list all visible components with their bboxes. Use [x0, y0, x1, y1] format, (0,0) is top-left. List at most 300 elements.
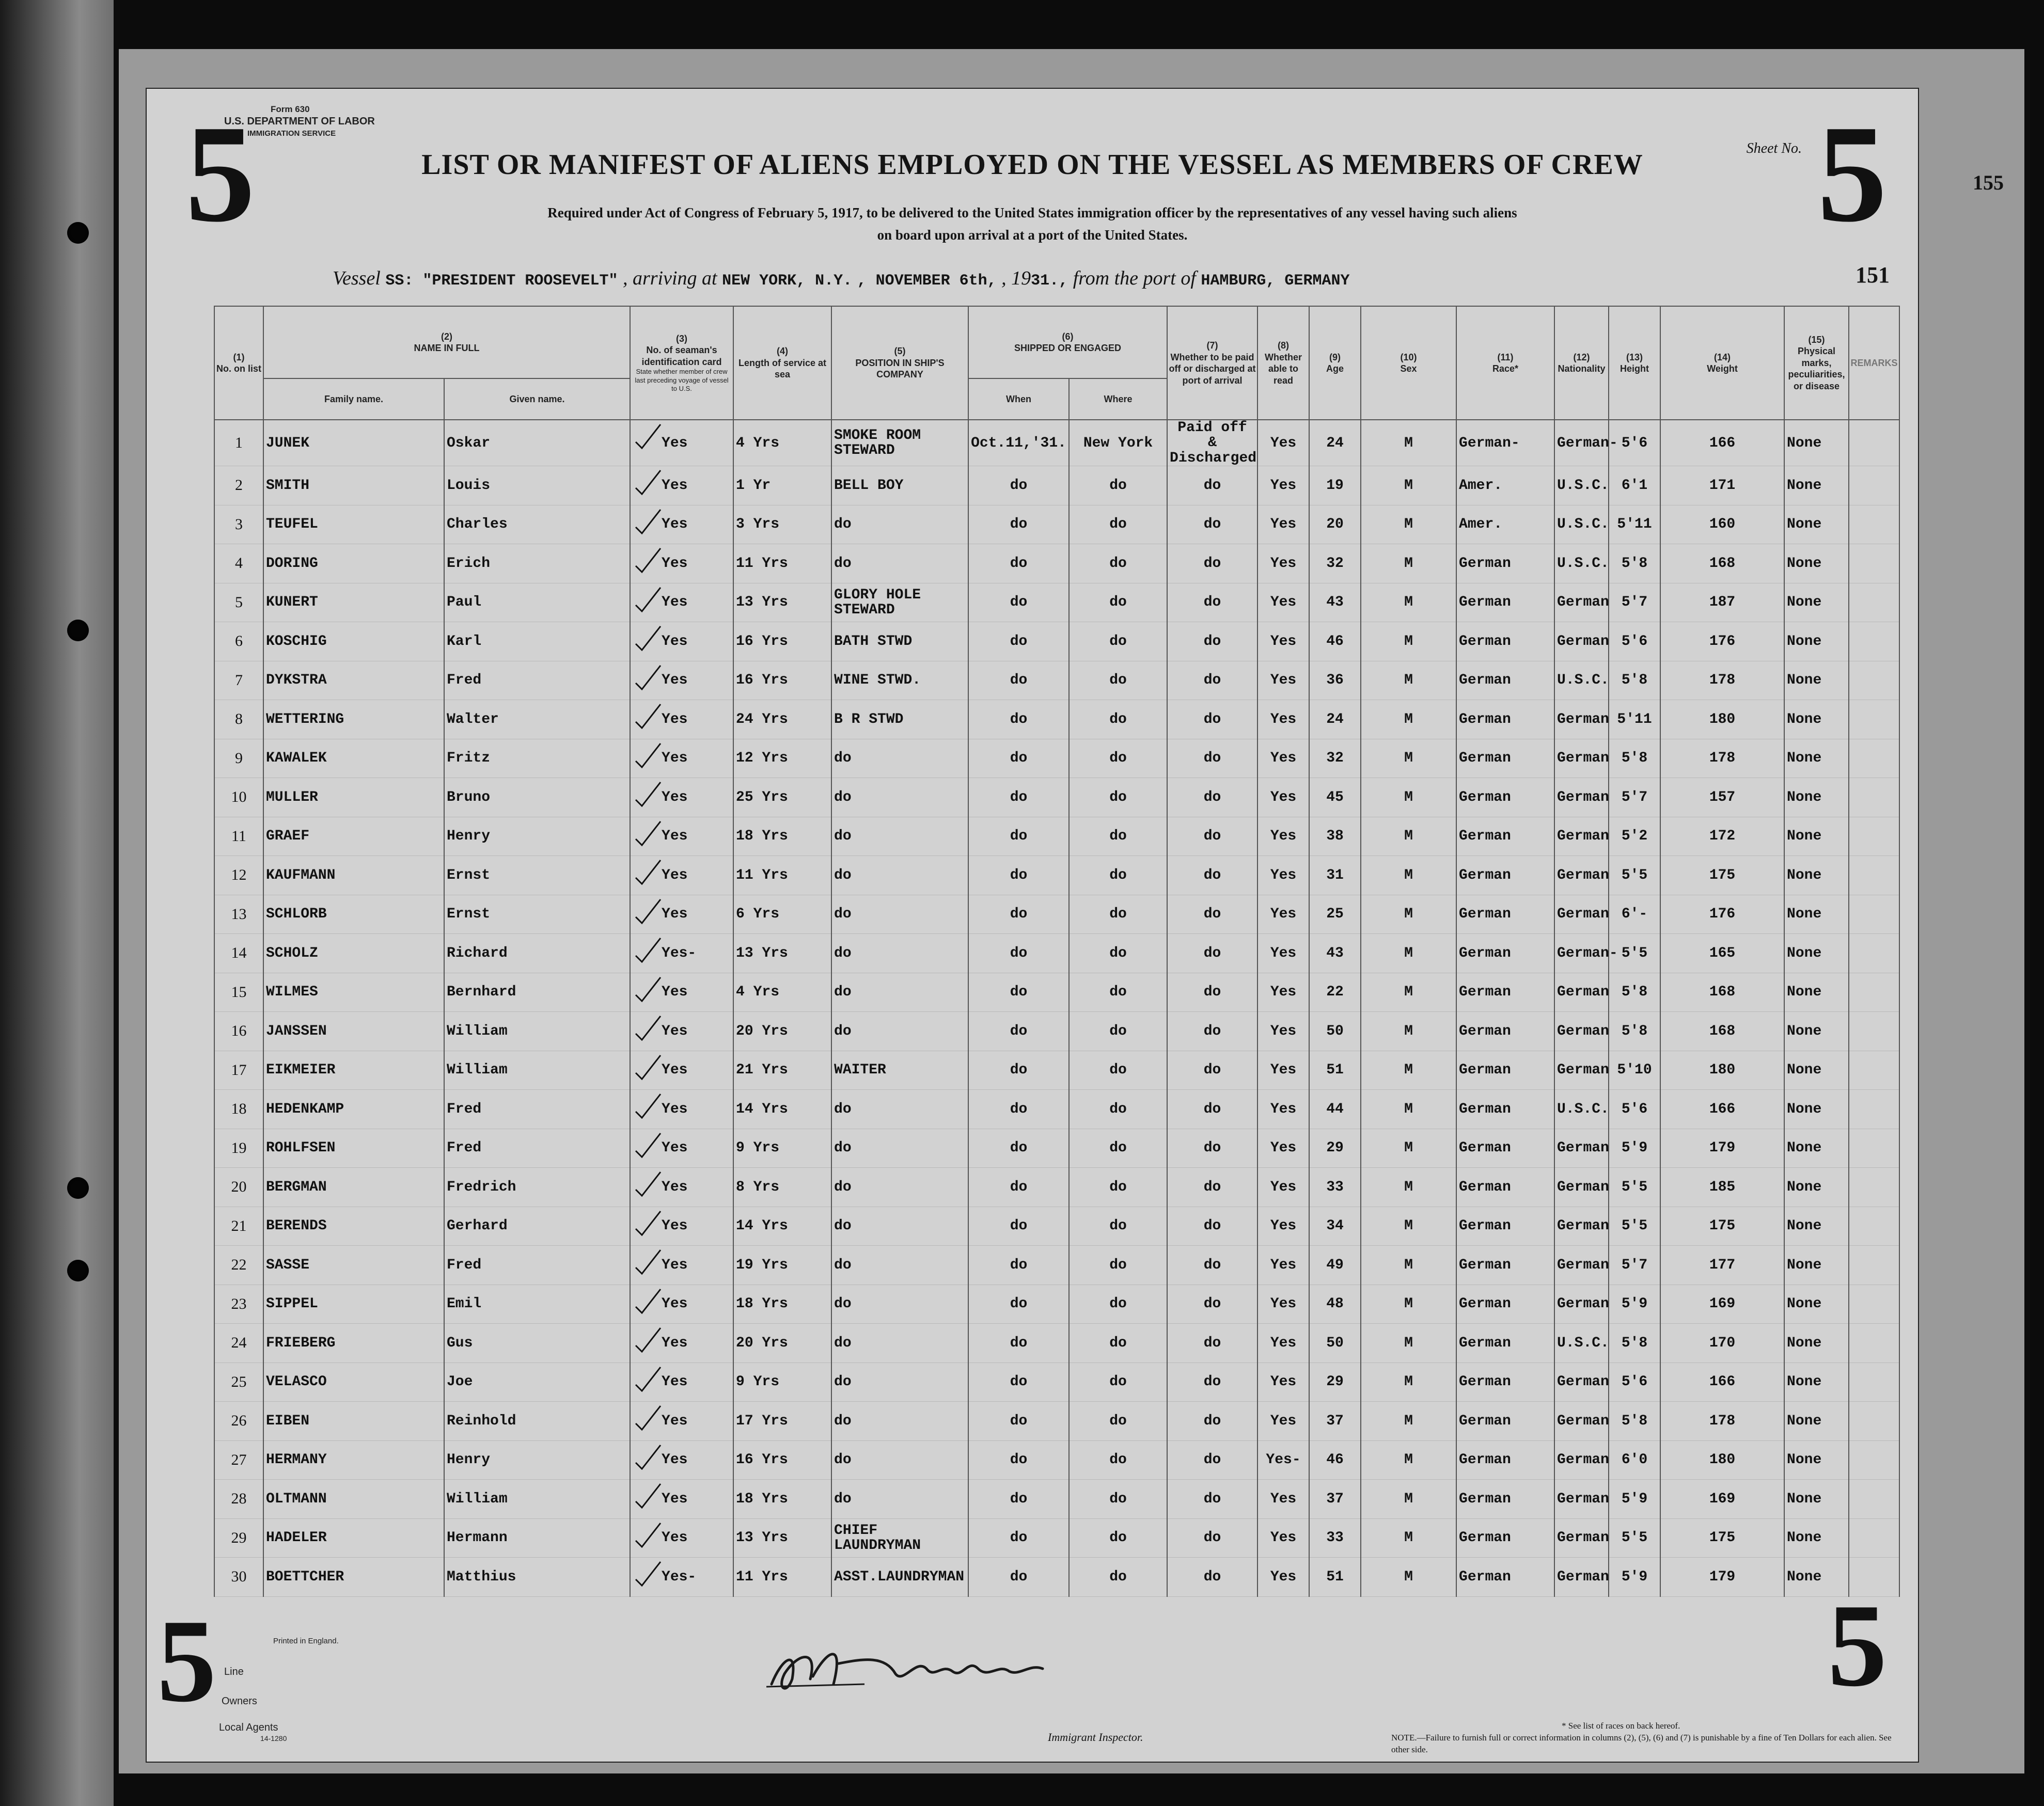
- age: 48: [1326, 1296, 1344, 1312]
- position: do: [834, 516, 852, 533]
- col-card-label: No. of seaman's identification card: [641, 345, 722, 367]
- shipped-where: do: [1109, 1179, 1127, 1195]
- nationality-cell: [1554, 1246, 1609, 1285]
- nationality: German: [1557, 1023, 1609, 1039]
- shipped-when: do: [1010, 1530, 1028, 1546]
- nationality: German: [1557, 711, 1609, 727]
- given-name: William: [447, 1491, 508, 1507]
- given-name-cell: [444, 1558, 630, 1597]
- service-length: 19 Yrs: [736, 1257, 788, 1273]
- race: German: [1459, 906, 1511, 923]
- weight: 169: [1709, 1491, 1736, 1507]
- sex: M: [1404, 750, 1413, 767]
- table-row: [214, 778, 1899, 817]
- race: German: [1459, 1530, 1511, 1546]
- given-name-cell: [444, 895, 630, 934]
- shipped-where-cell: [1069, 1129, 1167, 1168]
- shipped-where: do: [1109, 711, 1127, 727]
- race-cell: [1456, 1558, 1554, 1597]
- shipped-when-cell: [968, 700, 1069, 739]
- footer-sheet-number-left: 5: [157, 1595, 216, 1726]
- check-mark-icon: [633, 1403, 664, 1434]
- nationality: U.S.C.: [1557, 1101, 1609, 1117]
- card-status: Yes: [662, 906, 688, 923]
- able-to-read-cell: [1257, 895, 1309, 934]
- weight-cell: [1660, 778, 1784, 817]
- weight-cell: [1660, 934, 1784, 973]
- weight: 179: [1709, 1569, 1736, 1585]
- given-name: Fred: [447, 672, 482, 689]
- able-to-read: Yes: [1270, 516, 1297, 533]
- family-name: EIKMEIER: [266, 1062, 336, 1079]
- nationality-cell: [1554, 1051, 1609, 1090]
- family-name-cell: [263, 778, 444, 817]
- paid-off: do: [1203, 594, 1221, 611]
- table-row: [214, 895, 1899, 934]
- weight: 165: [1709, 945, 1736, 961]
- sex: M: [1404, 633, 1413, 649]
- card-status: Yes: [662, 1491, 688, 1507]
- shipped-when: do: [1010, 1335, 1028, 1351]
- remarks-cell: [1849, 622, 1899, 661]
- physical-marks-cell: [1784, 1480, 1849, 1519]
- race: Amer.: [1459, 516, 1503, 533]
- family-name: BERGMAN: [266, 1179, 327, 1195]
- sex-cell: [1361, 661, 1456, 700]
- service-length: 1 Yr: [736, 477, 771, 494]
- weight-cell: [1660, 1480, 1784, 1519]
- shipped-when-cell: [968, 778, 1069, 817]
- card-status-cell: [630, 661, 733, 700]
- from-label: from the port of: [1073, 267, 1196, 289]
- race: German: [1459, 750, 1511, 767]
- row-number-cell: [214, 1129, 263, 1168]
- nationality-cell: [1554, 817, 1609, 856]
- row-number: 25: [231, 1373, 247, 1390]
- check-mark-icon: [633, 545, 664, 576]
- height: 6'0: [1621, 1452, 1648, 1468]
- age: 36: [1326, 672, 1344, 689]
- given-name: Reinhold: [447, 1413, 516, 1429]
- given-name: Richard: [447, 945, 508, 961]
- shipped-where: do: [1109, 1452, 1127, 1468]
- shipped-when: do: [1010, 1062, 1028, 1079]
- height-cell: [1609, 739, 1660, 778]
- service-length-cell: [733, 1129, 831, 1168]
- shipped-where: do: [1109, 555, 1127, 572]
- able-to-read: Yes: [1270, 1374, 1297, 1390]
- position-cell: [831, 1246, 968, 1285]
- given-name-cell: [444, 622, 630, 661]
- sex-cell: [1361, 1363, 1456, 1402]
- nationality: German: [1557, 1296, 1609, 1312]
- age: 24: [1326, 435, 1344, 451]
- card-status-cell: [630, 466, 733, 505]
- physical-marks: None: [1787, 1023, 1822, 1039]
- remarks-cell: [1849, 934, 1899, 973]
- paid-off-cell: [1167, 817, 1257, 856]
- remarks-cell: [1849, 1324, 1899, 1363]
- age-cell: [1309, 1402, 1361, 1441]
- inspector-label: Immigrant Inspector.: [1048, 1731, 1143, 1744]
- position-cell: [831, 1285, 968, 1324]
- table-row: [214, 466, 1899, 505]
- shipped-when: do: [1010, 1257, 1028, 1273]
- weight: 168: [1709, 555, 1736, 572]
- shipped-where-cell: [1069, 1363, 1167, 1402]
- check-mark-icon: [633, 1169, 664, 1200]
- card-status: Yes: [662, 1452, 688, 1468]
- col-no: [214, 306, 263, 420]
- race-cell: [1456, 1363, 1554, 1402]
- service-length: 16 Yrs: [736, 1452, 788, 1468]
- row-number-cell: [214, 622, 263, 661]
- physical-marks-cell: [1784, 505, 1849, 544]
- able-to-read-cell: [1257, 856, 1309, 895]
- race: German: [1459, 672, 1511, 689]
- given-name: Louis: [447, 477, 491, 494]
- remarks-cell: [1849, 466, 1899, 505]
- given-name: Charles: [447, 516, 508, 533]
- height: 6'-: [1621, 906, 1648, 923]
- able-to-read-cell: [1257, 1402, 1309, 1441]
- nationality-cell: [1554, 1440, 1609, 1480]
- position-cell: [831, 1402, 968, 1441]
- check-mark-icon: [633, 1052, 664, 1083]
- age-cell: [1309, 817, 1361, 856]
- row-number: 21: [231, 1217, 247, 1234]
- family-name-cell: [263, 1558, 444, 1597]
- able-to-read-cell: [1257, 1558, 1309, 1597]
- position-cell: [831, 583, 968, 622]
- shipped-where: do: [1109, 672, 1127, 689]
- family-name-cell: [263, 1440, 444, 1480]
- check-mark-icon: [633, 701, 664, 732]
- card-status: Yes: [662, 516, 688, 533]
- nationality-cell: [1554, 778, 1609, 817]
- height: 6'1: [1621, 477, 1648, 494]
- able-to-read: Yes: [1270, 594, 1297, 611]
- row-number: 26: [231, 1412, 247, 1430]
- height: 5'11: [1617, 711, 1652, 727]
- service-length: 11 Yrs: [736, 555, 788, 572]
- height-cell: [1609, 1480, 1660, 1519]
- nationality-cell: [1554, 505, 1609, 544]
- row-number-cell: [214, 1480, 263, 1519]
- shipped-when-cell: [968, 661, 1069, 700]
- shipped-when: do: [1010, 750, 1028, 767]
- owners-label: Owners: [222, 1696, 257, 1707]
- given-name-cell: [444, 1363, 630, 1402]
- remarks-cell: [1849, 739, 1899, 778]
- remarks-cell: [1849, 1129, 1899, 1168]
- shipped-when-cell: [968, 1168, 1069, 1207]
- family-name-cell: [263, 934, 444, 973]
- nationality-cell: [1554, 1558, 1609, 1597]
- weight-cell: [1660, 700, 1784, 739]
- service-length: 18 Yrs: [736, 1491, 788, 1507]
- nationality-cell: [1554, 622, 1609, 661]
- race-cell: [1456, 973, 1554, 1012]
- physical-marks-cell: [1784, 1518, 1849, 1558]
- physical-marks: None: [1787, 672, 1822, 689]
- position-cell: [831, 661, 968, 700]
- shipped-when: do: [1010, 1140, 1028, 1157]
- physical-marks: None: [1787, 1257, 1822, 1273]
- physical-marks-cell: [1784, 1207, 1849, 1246]
- paid-off: Paid off & Discharged: [1170, 420, 1257, 466]
- weight: 166: [1709, 435, 1736, 451]
- given-name-cell: [444, 661, 630, 700]
- sex: M: [1404, 906, 1413, 923]
- age: 37: [1326, 1491, 1344, 1507]
- weight: 187: [1709, 594, 1736, 611]
- row-number: 18: [231, 1100, 247, 1118]
- age-cell: [1309, 973, 1361, 1012]
- col-position-num: (5): [894, 346, 906, 357]
- shipped-where: do: [1109, 1257, 1127, 1273]
- age: 24: [1326, 711, 1344, 727]
- family-name: JUNEK: [266, 435, 310, 451]
- col-position: [831, 306, 968, 420]
- row-number-cell: [214, 934, 263, 973]
- able-to-read-cell: [1257, 1324, 1309, 1363]
- row-number: 10: [231, 788, 247, 806]
- physical-marks: None: [1787, 516, 1822, 533]
- card-status-cell: [630, 1207, 733, 1246]
- race: German: [1459, 594, 1511, 611]
- table-row: [214, 661, 1899, 700]
- shipped-when: do: [1010, 1413, 1028, 1429]
- check-mark-icon: [633, 1130, 664, 1161]
- nationality-cell: [1554, 1363, 1609, 1402]
- service-length-cell: [733, 1324, 831, 1363]
- card-status-cell: [630, 1168, 733, 1207]
- given-name: Fred: [447, 1101, 482, 1117]
- sex-cell: [1361, 1440, 1456, 1480]
- position-cell: [831, 1051, 968, 1090]
- card-status: Yes: [662, 633, 688, 649]
- position: WAITER: [834, 1062, 886, 1079]
- form-number: Form 630: [271, 104, 310, 114]
- age-cell: [1309, 934, 1361, 973]
- service-length: 16 Yrs: [736, 672, 788, 689]
- page-title: LIST OR MANIFEST OF ALIENS EMPLOYED ON THE VESSEL AS MEMBERS OF CREW: [421, 149, 1643, 181]
- shipped-when-cell: [968, 622, 1069, 661]
- weight-cell: [1660, 420, 1784, 466]
- shipped-when-cell: [968, 1207, 1069, 1246]
- position-cell: [831, 817, 968, 856]
- remarks-cell: [1849, 700, 1899, 739]
- row-number-cell: [214, 1207, 263, 1246]
- service-length: 9 Yrs: [736, 1140, 780, 1157]
- family-name-cell: [263, 420, 444, 466]
- shipped-when-cell: [968, 895, 1069, 934]
- service-length-cell: [733, 583, 831, 622]
- physical-marks-cell: [1784, 1440, 1849, 1480]
- physical-marks: None: [1787, 1452, 1822, 1468]
- sex: M: [1404, 672, 1413, 689]
- shipped-where-cell: [1069, 1440, 1167, 1480]
- weight: 169: [1709, 1296, 1736, 1312]
- card-status-cell: [630, 1363, 733, 1402]
- row-number: 30: [231, 1568, 247, 1586]
- nationality-cell: [1554, 1090, 1609, 1129]
- shipped-where: do: [1109, 789, 1127, 805]
- race-cell: [1456, 1480, 1554, 1519]
- card-status-cell: [630, 1285, 733, 1324]
- remarks-cell: [1849, 1285, 1899, 1324]
- manifest-sheet: [146, 88, 1919, 1763]
- height: 5'8: [1621, 555, 1648, 572]
- family-name: WILMES: [266, 984, 318, 1001]
- given-name-cell: [444, 1012, 630, 1051]
- nationality-cell: [1554, 1480, 1609, 1519]
- card-status-cell: [630, 1012, 733, 1051]
- col-sex: [1361, 306, 1456, 420]
- paid-off-cell: [1167, 1558, 1257, 1597]
- service-length: 16 Yrs: [736, 633, 788, 649]
- weight-cell: [1660, 661, 1784, 700]
- paid-off-cell: [1167, 973, 1257, 1012]
- card-status-cell: [630, 1558, 733, 1597]
- given-name-cell: [444, 1285, 630, 1324]
- able-to-read-cell: [1257, 934, 1309, 973]
- able-to-read: Yes: [1270, 711, 1297, 727]
- physical-marks: None: [1787, 1179, 1822, 1195]
- race: German: [1459, 1218, 1511, 1234]
- height: 5'6: [1621, 633, 1648, 649]
- card-status: Yes: [662, 1218, 688, 1234]
- height-cell: [1609, 583, 1660, 622]
- age: 33: [1326, 1179, 1344, 1195]
- age-cell: [1309, 1246, 1361, 1285]
- nationality-cell: [1554, 856, 1609, 895]
- card-status-cell: [630, 739, 733, 778]
- race: German: [1459, 1023, 1511, 1039]
- row-number-cell: [214, 583, 263, 622]
- family-name: EIBEN: [266, 1413, 310, 1429]
- service-length: 18 Yrs: [736, 828, 788, 845]
- table-row: [214, 1129, 1899, 1168]
- card-status: Yes: [662, 867, 688, 883]
- sex-cell: [1361, 895, 1456, 934]
- shipped-where: do: [1109, 750, 1127, 767]
- age: 51: [1326, 1062, 1344, 1079]
- position: CHIEF LAUNDRYMAN: [834, 1522, 921, 1554]
- paid-off-cell: [1167, 700, 1257, 739]
- shipped-where: do: [1109, 477, 1127, 494]
- table-row: [214, 973, 1899, 1012]
- paid-off-cell: [1167, 1285, 1257, 1324]
- age-cell: [1309, 1207, 1361, 1246]
- height-cell: [1609, 622, 1660, 661]
- physical-marks: None: [1787, 906, 1822, 923]
- shipped-where-cell: [1069, 817, 1167, 856]
- table-row: [214, 856, 1899, 895]
- race-cell: [1456, 856, 1554, 895]
- service-length-cell: [733, 739, 831, 778]
- family-name: KUNERT: [266, 594, 318, 611]
- paid-off: do: [1203, 672, 1221, 689]
- check-mark-icon: [633, 662, 664, 693]
- sex-cell: [1361, 700, 1456, 739]
- card-status: Yes: [662, 555, 688, 572]
- position: do: [834, 1374, 852, 1390]
- able-to-read: Yes: [1270, 1257, 1297, 1273]
- able-to-read: Yes: [1270, 1101, 1297, 1117]
- shipped-when: do: [1010, 1374, 1028, 1390]
- position: do: [834, 828, 852, 845]
- given-name: Walter: [447, 711, 499, 727]
- race-cell: [1456, 505, 1554, 544]
- weight-cell: [1660, 1051, 1784, 1090]
- col-height-label: Height: [1620, 363, 1649, 374]
- sex-cell: [1361, 1207, 1456, 1246]
- physical-marks-cell: [1784, 1402, 1849, 1441]
- physical-marks-cell: [1784, 1246, 1849, 1285]
- able-to-read: Yes: [1270, 906, 1297, 923]
- position: do: [834, 1296, 852, 1312]
- position-cell: [831, 1168, 968, 1207]
- sex: M: [1404, 1140, 1413, 1157]
- position: do: [834, 1257, 852, 1273]
- shipped-where: do: [1109, 1413, 1127, 1429]
- row-number-cell: [214, 505, 263, 544]
- row-number: 6: [235, 632, 243, 650]
- family-name-cell: [263, 1402, 444, 1441]
- given-name: Emil: [447, 1296, 482, 1312]
- col-shipped-label: SHIPPED OR ENGAGED: [1014, 343, 1122, 353]
- row-number-cell: [214, 1440, 263, 1480]
- shipped-when: do: [1010, 477, 1028, 494]
- weight-cell: [1660, 1558, 1784, 1597]
- sex: M: [1404, 789, 1413, 805]
- sex: M: [1404, 1179, 1413, 1195]
- age: 25: [1326, 906, 1344, 923]
- height: 5'5: [1621, 1530, 1648, 1546]
- card-status: Yes: [662, 594, 688, 611]
- shipped-where: do: [1109, 984, 1127, 1001]
- age: 33: [1326, 1530, 1344, 1546]
- paid-off: do: [1203, 984, 1221, 1001]
- card-status: Yes: [662, 435, 688, 451]
- sex-cell: [1361, 1051, 1456, 1090]
- service-length: 12 Yrs: [736, 750, 788, 767]
- age: 43: [1326, 945, 1344, 961]
- position-cell: [831, 856, 968, 895]
- shipped-when: do: [1010, 594, 1028, 611]
- sex: M: [1404, 984, 1413, 1001]
- race: German: [1459, 828, 1511, 845]
- physical-marks-cell: [1784, 739, 1849, 778]
- position: ASST.LAUNDRYMAN: [834, 1569, 965, 1585]
- row-number-cell: [214, 1051, 263, 1090]
- able-to-read: Yes: [1270, 1491, 1297, 1507]
- race: German: [1459, 1374, 1511, 1390]
- nationality-cell: [1554, 739, 1609, 778]
- nationality-cell: [1554, 1324, 1609, 1363]
- family-name-cell: [263, 1480, 444, 1519]
- service-length: 18 Yrs: [736, 1296, 788, 1312]
- service-length: 20 Yrs: [736, 1335, 788, 1351]
- paid-off: do: [1203, 711, 1221, 727]
- shipped-when: do: [1010, 555, 1028, 572]
- row-number-cell: [214, 817, 263, 856]
- sex: M: [1404, 828, 1413, 845]
- col-race-label: Race*: [1492, 363, 1519, 374]
- physical-marks: None: [1787, 1140, 1822, 1157]
